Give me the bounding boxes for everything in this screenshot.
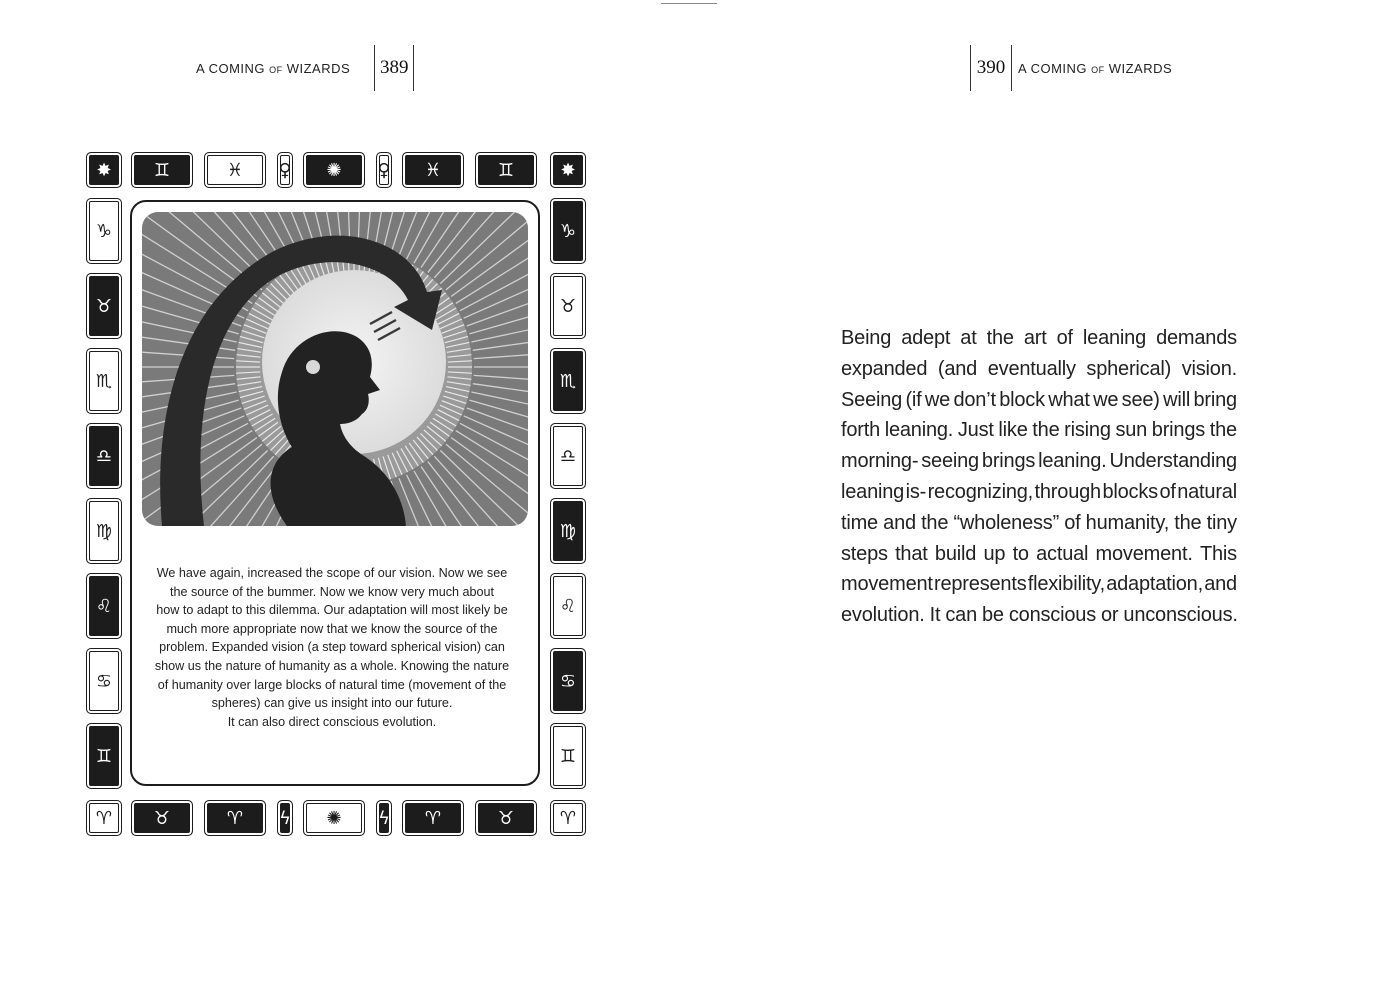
- body-word: brings: [1151, 419, 1206, 442]
- zodiac-tile: [204, 800, 266, 836]
- body-word: of: [1159, 480, 1176, 503]
- zodiac-tile: [475, 152, 537, 188]
- zodiac-tile: [550, 648, 586, 714]
- zodiac-tile: [277, 800, 293, 836]
- book-title: A COMING OF WIZARDS: [1018, 60, 1173, 76]
- zodiac-tile: [475, 800, 537, 836]
- star-icon: ✸: [560, 159, 576, 181]
- zodiac-tile: [86, 723, 122, 789]
- body-word: (and: [937, 357, 978, 380]
- body-word: spherical): [1086, 357, 1172, 380]
- bull-scales-icon: ♉: [559, 295, 577, 317]
- body-word: the: [1209, 419, 1237, 442]
- crab-icon: ♋: [559, 670, 577, 692]
- zodiac-tile: [550, 152, 586, 188]
- body-word: steps: [841, 542, 888, 565]
- zodiac-tile: [376, 800, 392, 836]
- bull-scales-icon: ♉: [95, 295, 113, 317]
- caption-line: spheres) can give us insight into our future.: [211, 696, 453, 711]
- body-word: Understanding: [1109, 450, 1237, 473]
- zodiac-tile: [86, 800, 122, 836]
- body-word: we: [1093, 388, 1119, 411]
- figure-icon: ♀: [377, 159, 391, 181]
- star-icon: ✸: [96, 159, 112, 181]
- vitruvian-icon: ✺: [326, 159, 342, 181]
- body-word: the: [1032, 419, 1060, 442]
- body-word: through: [1034, 480, 1101, 503]
- zodiac-tile: [402, 152, 464, 188]
- body-word: evolution.: [841, 604, 925, 627]
- body-word: Being: [841, 327, 892, 349]
- zodiac-tile: [376, 152, 392, 188]
- caption-line: We have again, increased the scope of our vision. Now we see: [156, 566, 508, 580]
- body-word: demands: [1156, 327, 1237, 349]
- body-word: time: [841, 511, 878, 534]
- body-word: don’t: [953, 388, 996, 411]
- zodiac-tile: [303, 152, 365, 188]
- body-word: expanded: [841, 357, 928, 380]
- bull-icon: ♉: [497, 807, 515, 829]
- caption-line: show us the nature of humanity as a whole. Knowing the nature: [154, 658, 510, 673]
- lion-icon: ♌: [559, 595, 577, 617]
- body-line: [841, 446, 1237, 477]
- body-word: brings: [981, 450, 1036, 473]
- body-word: the: [921, 511, 949, 534]
- bull-icon: ♉: [153, 807, 171, 829]
- scales-icon: ♎: [559, 445, 577, 467]
- body-word: leaning.: [1038, 450, 1107, 473]
- zodiac-tile: [86, 198, 122, 264]
- ram-horns-icon: ♈: [424, 807, 442, 829]
- body-word: the: [1174, 511, 1202, 534]
- zodiac-tile: [550, 423, 586, 489]
- zodiac-tile: [402, 800, 464, 836]
- body-word: flexibility,: [1027, 573, 1105, 596]
- caption-line: of humanity over large blocks of natural time (movement of the: [157, 677, 507, 692]
- body-word: at: [960, 327, 977, 349]
- zodiac-tile: [277, 152, 293, 188]
- zodiac-tile: [550, 723, 586, 789]
- body-word: can: [945, 604, 977, 627]
- zodiac-tile: [86, 498, 122, 564]
- body-word: be: [982, 604, 1004, 627]
- fish-icon: ♓: [226, 159, 244, 181]
- zodiac-tile: [86, 573, 122, 639]
- bolt-icon: ϟ: [378, 807, 390, 829]
- body-word: actual: [1036, 542, 1089, 565]
- scales-icon: ♎: [95, 445, 113, 467]
- body-line: [841, 477, 1237, 508]
- top-edge-rule: [661, 0, 717, 4]
- zodiac-tile: [86, 273, 122, 339]
- page-number: 390: [970, 45, 1012, 91]
- body-word: Seeing: [841, 388, 903, 411]
- body-word: This: [1199, 542, 1237, 565]
- zodiac-tile: [550, 348, 586, 414]
- illustration-caption: [146, 564, 518, 731]
- ram-icon: ♈: [559, 807, 577, 829]
- scorpion-icon: ♏: [95, 370, 113, 392]
- body-word: adept: [901, 327, 951, 349]
- body-word: and: [883, 511, 916, 534]
- caption-line: the source of the bummer. Now we know very much about: [169, 584, 495, 599]
- caption-line: It can also direct conscious evolution.: [227, 714, 437, 729]
- caption-line: much more appropriate now that we know the source of the: [166, 621, 498, 636]
- zodiac-tile: [86, 423, 122, 489]
- body-word: Just: [957, 419, 994, 442]
- body-word: block: [999, 388, 1045, 411]
- body-line: [841, 385, 1237, 416]
- body-word: see): [1121, 388, 1160, 411]
- zodiac-tile: [86, 648, 122, 714]
- body-word: to: [1012, 542, 1029, 565]
- body-line: [841, 354, 1237, 385]
- lion-icon: ♌: [95, 595, 113, 617]
- zodiac-tile: [204, 152, 266, 188]
- body-word: the: [986, 327, 1014, 349]
- zodiac-tile: [550, 498, 586, 564]
- body-word: leaning.: [884, 419, 954, 442]
- body-word: conscious: [1008, 604, 1096, 627]
- body-word: is-: [905, 480, 927, 503]
- zodiac-tile: [86, 348, 122, 414]
- body-word: bring: [1193, 388, 1237, 411]
- body-word: forth: [841, 419, 881, 442]
- body-word: vision.: [1181, 357, 1237, 380]
- body-word: we: [924, 388, 951, 411]
- zodiac-tile: [86, 152, 122, 188]
- caption-line: how to adapt to this dilemma. Our adaptation will most likely be: [156, 603, 508, 618]
- body-word: of: [1056, 327, 1073, 349]
- body-word: morning-: [841, 450, 919, 473]
- zodiac-tile: [550, 198, 586, 264]
- body-word: “wholeness”: [953, 511, 1060, 534]
- body-word: unconscious.: [1123, 604, 1238, 627]
- book-title: A COMING OF WIZARDS: [196, 60, 351, 76]
- body-word: tiny: [1206, 511, 1237, 534]
- body-word: leaning: [841, 480, 905, 503]
- body-word: adaptation,: [1106, 573, 1203, 596]
- body-word: build: [934, 542, 977, 565]
- body-line: [841, 415, 1237, 446]
- page-number: 389: [374, 45, 414, 91]
- third-eye: [306, 360, 320, 374]
- body-line: [841, 323, 1237, 354]
- body-word: recognizing,: [927, 480, 1034, 503]
- twins-icon: ♊: [95, 745, 113, 767]
- twins-icon: ♊: [559, 745, 577, 767]
- twins-icon: ♊: [497, 159, 515, 181]
- running-header-left: [196, 45, 414, 91]
- zodiac-tile: [131, 800, 193, 836]
- body-word: It: [929, 604, 941, 627]
- running-header-right: [970, 45, 1172, 91]
- zodiac-tile: [303, 800, 365, 836]
- body-word: and: [1204, 573, 1237, 596]
- body-line: [841, 508, 1237, 539]
- crab-icon: ♋: [95, 670, 113, 692]
- body-line: [841, 539, 1237, 570]
- fish-icon: ♓: [424, 159, 442, 181]
- zodiac-tile: [550, 573, 586, 639]
- body-word: sun: [1115, 419, 1148, 442]
- body-word: rising: [1064, 419, 1111, 442]
- zodiac-tile: [550, 800, 586, 836]
- body-line: [841, 569, 1237, 600]
- body-word: what: [1048, 388, 1090, 411]
- body-word: movement: [841, 573, 933, 596]
- body-word: that: [895, 542, 928, 565]
- ram-icon: ♈: [95, 807, 113, 829]
- body-word: like: [998, 419, 1028, 442]
- zodiac-tile: [131, 152, 193, 188]
- scorpion-icon: ♏: [559, 370, 577, 392]
- spiral-head-illustration: [142, 212, 528, 526]
- body-word: humanity,: [1085, 511, 1170, 534]
- goat-icon: ♑: [559, 220, 577, 242]
- body-paragraph: [841, 323, 1237, 631]
- body-word: art: [1023, 327, 1047, 349]
- body-word: blocks: [1102, 480, 1158, 503]
- figure-icon: ♀: [278, 159, 292, 181]
- body-word: natural: [1177, 480, 1237, 503]
- body-word: movement.: [1095, 542, 1193, 565]
- body-word: or: [1101, 604, 1119, 627]
- virgo-icon: ♍: [95, 520, 113, 542]
- body-word: (if: [905, 388, 922, 411]
- vitruvian-icon: ✺: [326, 807, 342, 829]
- body-word: will: [1163, 388, 1191, 411]
- zodiac-tile: [550, 273, 586, 339]
- body-word: leaning: [1082, 327, 1147, 349]
- twins-icon: ♊: [153, 159, 171, 181]
- virgo-icon: ♍: [559, 520, 577, 542]
- bolt-icon: ϟ: [279, 807, 291, 829]
- ram-horns-icon: ♈: [226, 807, 244, 829]
- body-word: of: [1064, 511, 1081, 534]
- goat-icon: ♑: [95, 220, 113, 242]
- body-line: [841, 600, 1237, 631]
- body-word: up: [983, 542, 1006, 565]
- caption-line: problem. Expanded vision (a step toward spherical vision) can: [159, 640, 505, 655]
- body-word: eventually: [987, 357, 1076, 380]
- body-word: seeing: [921, 450, 979, 473]
- body-word: represents: [934, 573, 1027, 596]
